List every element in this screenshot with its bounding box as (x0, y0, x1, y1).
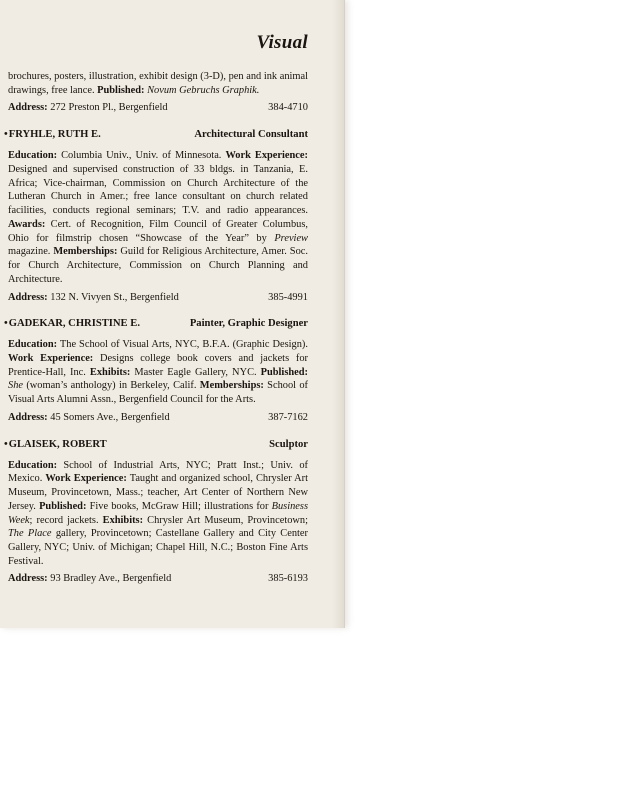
directory-entry (8, 438, 308, 587)
carryover-paragraph (8, 70, 308, 97)
entry-address-line (8, 291, 308, 305)
phone-number: 385-6193 (268, 573, 308, 585)
directory-entry (8, 317, 308, 424)
address-label: Address: (8, 573, 48, 585)
carryover-published-label: Published: (97, 84, 145, 96)
entry-header (8, 128, 308, 142)
entry-header (8, 317, 308, 331)
carryover-address-line (8, 101, 308, 115)
entry-title: Architectural Consultant (194, 129, 308, 141)
entry-body: Education: Columbia Univ., Univ. of Minnesota. Work Experience: Designed and supervised construction of 33 bldgs. in Tanzania, E. Africa; Vice-chairman, Commission on Church Architecture of the Lutheran Church in Amer.; free lance consultant on church related facilities, conducts regional seminars; T.V. and radio appearances. Awards: Cert. of Recognition, Film Council of Greater Columbus, Ohio for filmstrip chosen “Showcase of the Year” by Preview magazine. Memberships: Guild for Religious Architecture, Amer. Soc. for Church Architecture, Commission on Church Planning and Architecture. (8, 150, 308, 285)
entry-title: Sculptor (269, 438, 308, 450)
entry-address-line (8, 411, 308, 425)
address-text: 132 N. Vivyen St., Bergenfield (50, 291, 179, 303)
carryover-text: brochures, posters, illustration, exhibit design (3-D), pen and ink animal drawings, free lance. (8, 71, 308, 96)
entry-title: Painter, Graphic Designer (189, 318, 308, 330)
directory-page (0, 0, 345, 628)
address-text: 45 Somers Ave., Bergenfield (50, 411, 170, 423)
address-label: Address: (8, 102, 48, 114)
address-text: 272 Preston Pl., Bergenfield (50, 102, 168, 114)
entry-name: • GADEKAR, CHRISTINE E. (4, 317, 140, 331)
page-content (8, 70, 308, 586)
entry-header (8, 438, 308, 452)
phone-number: 385-4991 (268, 291, 308, 303)
entry-name: • FRYHLE, RUTH E. (4, 128, 101, 142)
directory-entry (8, 128, 308, 304)
entry-address-line (8, 572, 308, 586)
address-text: 93 Bradley Ave., Bergenfield (50, 573, 172, 585)
entry-body: Education: The School of Visual Arts, NYC, B.F.A. (Graphic Design). Work Experience: Designs college book covers and jackets for Prentice-Hall, Inc. Exhibits: Master Eagle Gallery, NYC. Published: She (woman’s anthology) in Berkeley, Calif. Memberships: School of Visual Arts Alumni Assn., Bergenfield Council for the Arts. (8, 339, 309, 406)
address-label: Address: (8, 291, 48, 303)
phone-number: 387-7162 (268, 411, 308, 423)
entries-list (8, 128, 308, 586)
carryover-published-title: Novum Gebruchs Graphik. (147, 84, 260, 96)
phone-number: 384-4710 (268, 102, 308, 114)
entry-body: Education: School of Industrial Arts, NYC; Pratt Inst.; Univ. of Mexico. Work Experience: Taught and organized school, Chrysler Art Museum, Provincetown, Mass.; teacher, Art Center of Northern New Jersey. Published: Five books, McGraw Hill; illustrations for Business Week; record jackets. Exhibits: Chrysler Art Museum, Provincetown; The Place gallery, Provincetown; Castellane Gallery and City Center Gallery, NYC; Univ. of Michigan; Chapel Hill, N.C.; Boston Fine Arts Festival. (8, 459, 309, 567)
entry-name: • GLAISEK, ROBERT (4, 438, 107, 452)
address-label: Address: (8, 411, 48, 423)
section-heading: Visual (256, 32, 308, 53)
